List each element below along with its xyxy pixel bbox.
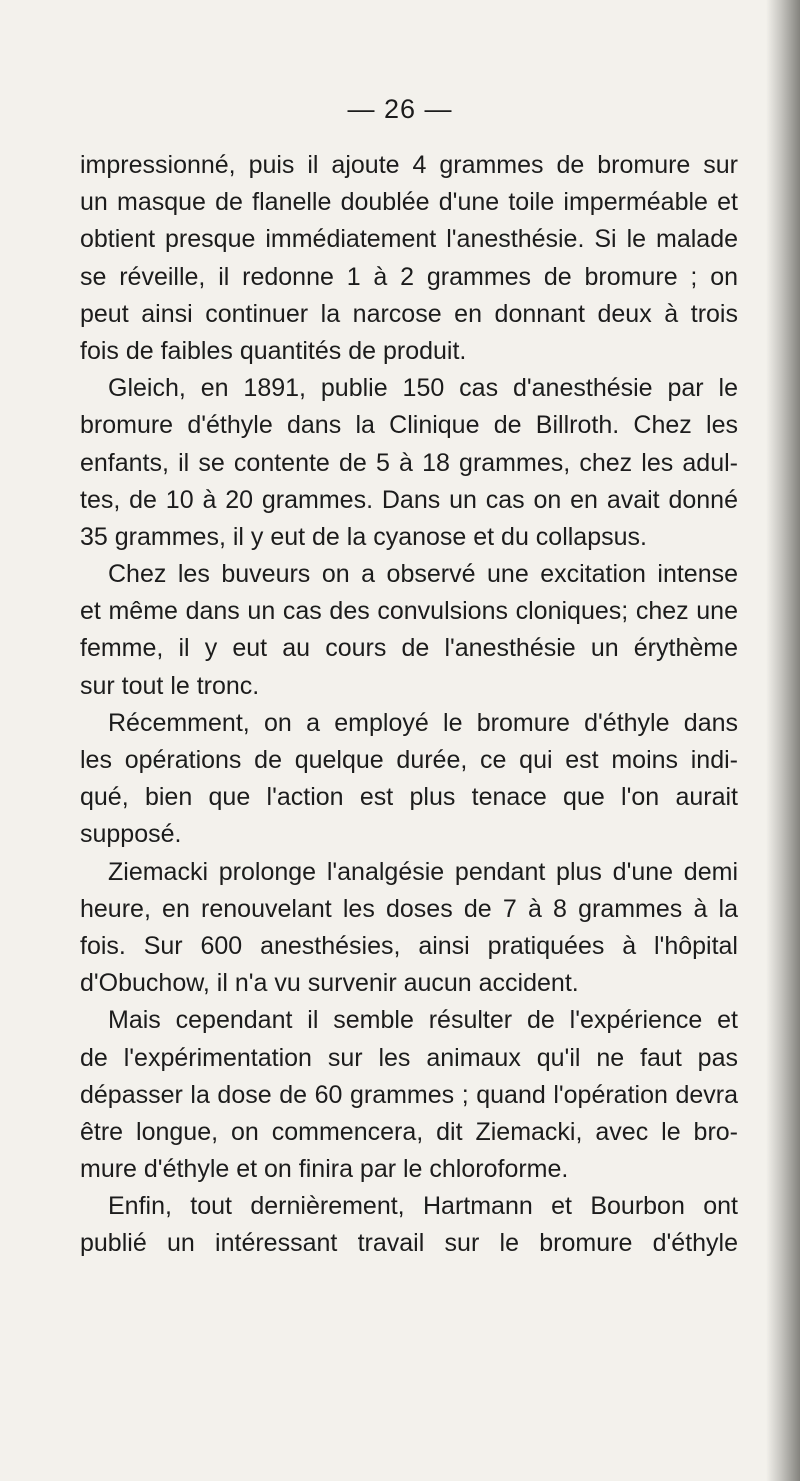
text-line: qué, bien que l'action est plus tenace que l'on aurait — [80, 783, 738, 812]
text-line: supposé. — [80, 820, 182, 849]
text-line: mure d'éthyle et on finira par le chloroforme. — [80, 1155, 569, 1184]
text-line: les opérations de quelque durée, ce qui est moins indi- — [80, 746, 738, 774]
page-number: — 26 — — [347, 94, 453, 124]
text-line: fois. Sur 600 anesthésies, ainsi pratiquées à l'hôpital — [80, 931, 738, 960]
text-line: de l'expérimentation sur les animaux qu'il ne faut pas — [80, 1043, 738, 1072]
text-line: heure, en renouvelant les doses de 7 à 8 grammes à la — [80, 894, 738, 923]
text-line: Récemment, on a employé le bromure d'éthyle dans — [108, 708, 738, 737]
text-line: Ziemacki prolonge l'analgésie pendant plus d'une demi — [108, 857, 738, 886]
text-line: d'Obuchow, il n'a vu survenir aucun accident. — [80, 969, 579, 998]
text-line: femme, il y eut au cours de l'anesthésie un érythème — [80, 634, 738, 663]
text-line: et même dans un cas des convulsions cloniques; chez une — [80, 597, 738, 626]
text-line: Mais cependant il semble résulter de l'expérience et — [108, 1006, 738, 1035]
text-line: enfants, il se contente de 5 à 18 grammes, chez les adul- — [80, 448, 738, 477]
text-line: tes, de 10 à 20 grammes. Dans un cas on en avait donné — [80, 485, 738, 514]
page-edge-shadow — [766, 0, 800, 1481]
text-line: obtient presque immédiatement l'anesthésie. Si le malade — [80, 225, 738, 254]
text-line: Enfin, tout dernièrement, Hartmann et Bourbon ont — [108, 1192, 738, 1221]
text-line: impressionné, puis il ajoute 4 grammes de bromure sur — [80, 151, 738, 179]
text-line: Gleich, en 1891, publie 150 cas d'anesthésie par le — [108, 374, 738, 403]
text-line: un masque de flanelle doublée d'une toile imperméable et — [80, 188, 738, 217]
text-line: dépasser la dose de 60 grammes ; quand l'opération devra — [80, 1080, 738, 1109]
text-line: publié un intéressant travail sur le bromure d'éthyle — [80, 1229, 738, 1258]
body-text — [80, 147, 738, 1263]
text-line: se réveille, il redonne 1 à 2 grammes de bromure ; on — [80, 262, 738, 291]
text-line: être longue, on commencera, dit Ziemacki, avec le bro- — [80, 1117, 738, 1146]
text-line: fois de faibles quantités de produit. — [80, 336, 467, 365]
text-line: peut ainsi continuer la narcose en donnant deux à trois — [80, 299, 738, 328]
text-line: 35 grammes, il y eut de la cyanose et du collapsus. — [80, 522, 647, 551]
text-line: bromure d'éthyle dans la Clinique de Billroth. Chez les — [80, 411, 738, 440]
text-line: sur tout le tronc. — [80, 671, 260, 700]
text-line: Chez les buveurs on a observé une excitation intense — [108, 560, 738, 589]
